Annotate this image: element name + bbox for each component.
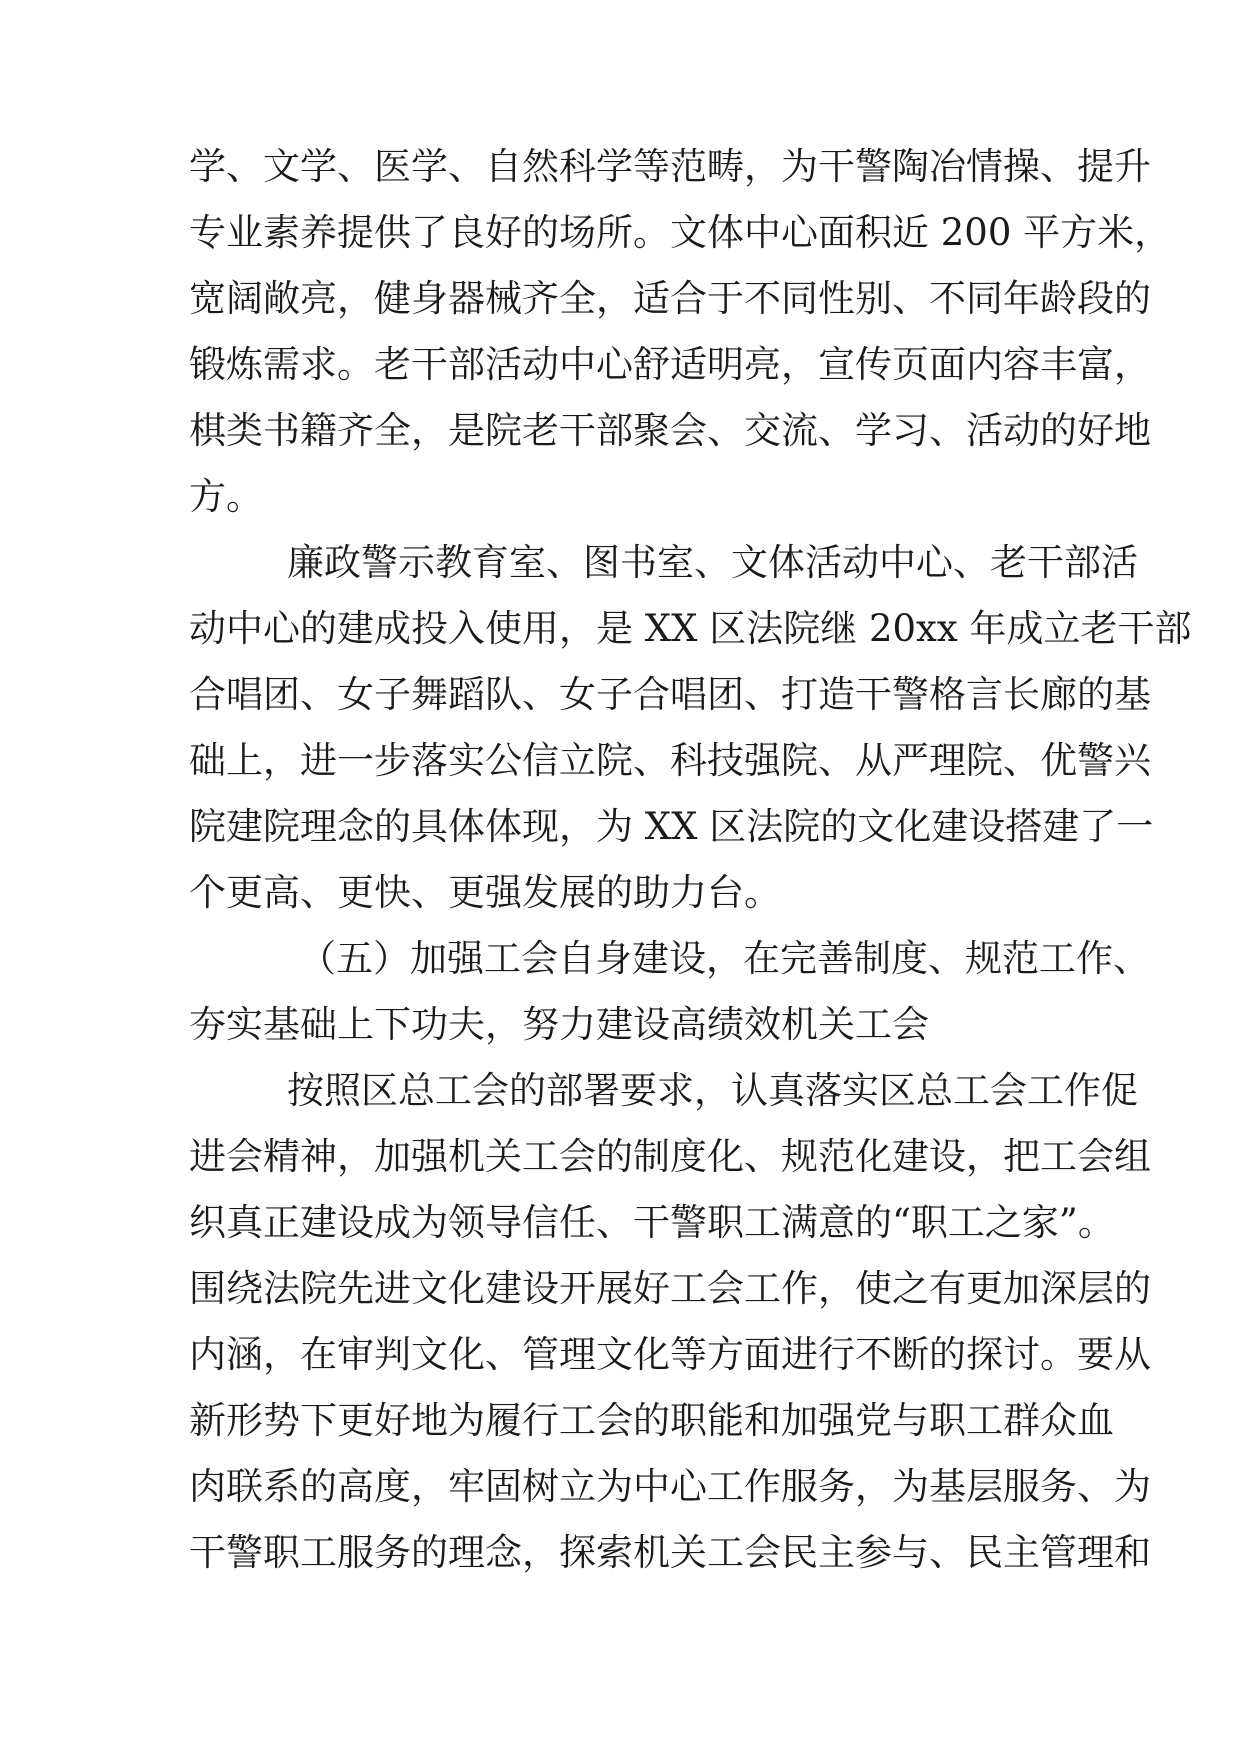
document-body [189, 134, 1192, 1586]
paragraph-2-line-5: 院建院理念的具体体现，为 XX 区法院的文化建设搭建了一 [189, 805, 1154, 848]
section-heading-5-line-2: 夯实基础上下功夫，努力建设高绩效机关工会 [189, 1003, 929, 1046]
paragraph-2-line-3: 合唱团、女子舞蹈队、女子合唱团、打造干警格言长廊的基 [189, 673, 1151, 716]
paragraph-3-line-1: 按照区总工会的部署要求，认真落实区总工会工作促 [287, 1069, 1138, 1112]
paragraph-3-line-3: 织真正建设成为领导信任、干警职工满意的“职工之家”。 [189, 1201, 1115, 1244]
paragraph-2-line-1: 廉政警示教育室、图书室、文体活动中心、老干部活 [287, 541, 1138, 584]
paragraph-1-line-5: 棋类书籍齐全，是院老干部聚会、交流、学习、活动的好地 [189, 409, 1151, 452]
paragraph-3-line-5: 内涵，在审判文化、管理文化等方面进行不断的探讨。要从 [189, 1333, 1151, 1376]
paragraph-1-line-2: 专业素养提供了良好的场所。文体中心面积近 200 平方米， [189, 211, 1172, 254]
paragraph-2-line-4: 础上，进一步落实公信立院、科技强院、从严理院、优警兴 [189, 739, 1151, 782]
paragraph-1-line-4: 锻炼需求。老干部活动中心舒适明亮，宣传页面内容丰富， [189, 343, 1151, 386]
paragraph-3-line-4: 围绕法院先进文化建设开展好工会工作，使之有更加深层的 [189, 1267, 1151, 1310]
paragraph-1-line-3: 宽阔敞亮，健身器械齐全，适合于不同性别、不同年龄段的 [189, 277, 1151, 320]
paragraph-3-line-6: 新形势下更好地为履行工会的职能和加强党与职工群众血 [189, 1399, 1114, 1442]
paragraph-3-line-2: 进会精神，加强机关工会的制度化、规范化建设，把工会组 [189, 1135, 1151, 1178]
paragraph-1-line-6: 方。 [189, 475, 263, 518]
paragraph-3-line-8: 干警职工服务的理念，探索机关工会民主参与、民主管理和 [189, 1531, 1151, 1574]
section-heading-5-line-1: （五）加强工会自身建设，在完善制度、规范工作、 [299, 937, 1150, 980]
paragraph-2-line-2: 动中心的建成投入使用，是 XX 区法院继 20xx 年成立老干部 [189, 607, 1192, 650]
paragraph-2-line-6: 个更高、更快、更强发展的助力台。 [189, 871, 781, 914]
paragraph-1-line-1: 学、文学、医学、自然科学等范畴，为干警陶冶情操、提升 [189, 145, 1151, 188]
paragraph-3-line-7: 肉联系的高度，牢固树立为中心工作服务，为基层服务、为 [189, 1465, 1151, 1508]
